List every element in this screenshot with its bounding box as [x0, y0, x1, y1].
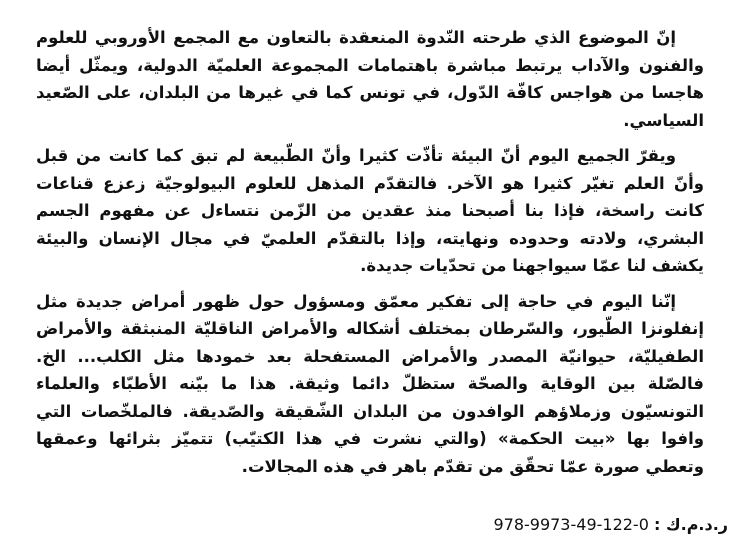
paragraph-diseases: إنّنا اليوم في حاجة إلى تفكير معمّق ومسؤول حول ظهور أمراض جديدة مثل إنفلونزا الطّيور، والسّرطان بمختلف أشكاله والأمراض الناقليّة المنبثقة والأمراض الطفيليّة، حيوانيّة المصدر والأمراض المستفحلة بعد خمودها مثل الكلب... الخ. فالصّلة بين الوقاية والصحّة ستظلّ دائما وثيقة. هذا ما بيّنه الأطبّاء والعلماء التونسيّون وزملاؤهم الوافدون من البلدان الشّقيقة والصّديقة. فالملخّصات التي وافوا بها «بيت الحكمة» (والتي نشرت في هذا الكتيّب) تتميّز بثرائها وعمقها وتعطي صورة عمّا تحقّق من تقدّم باهر في هذه المجالات. — [36, 291, 704, 476]
paragraph-environment: ويقرّ الجميع اليوم أنّ البيئة تأذّت كثيرا وأنّ الطّبيعة لم تبق كما كانت من قبل وأنّ العلم تغيّر كثيرا هو الآخر. فالتقدّم المذهل للعلوم البيولوجيّة زعزع قناعات كانت راسخة، فإذا بنا أصبحنا منذ عقدين من الزّمن نتساءل عن مفهوم الجسم البشري، ولادته وحدوده ونهايته، وإذا بالتقدّم العلميّ في مجال الإنسان والبيئة يكشف لنا عمّا سيواجهنا من تحدّيات جديدة. — [36, 146, 704, 275]
paragraph-intro: إنّ الموضوع الذي طرحته النّدوة المنعقدة بالتعاون مع المجمع الأوروبي للعلوم والفنون والآداب يرتبط مباشرة باهتمامات المجموعة العلميّة الدولية، ويمثّل أيضا هاجسا من هواجس كافّة الدّول، في تونس كما في غيرها من البلدان، على الصّعيد السياسي. — [36, 28, 704, 130]
isbn-number: 978-9973-49-122-0 — [493, 515, 649, 534]
isbn-line — [438, 514, 728, 536]
isbn-label: ر.د.م.ك : — [653, 515, 728, 534]
document-body — [36, 24, 704, 488]
